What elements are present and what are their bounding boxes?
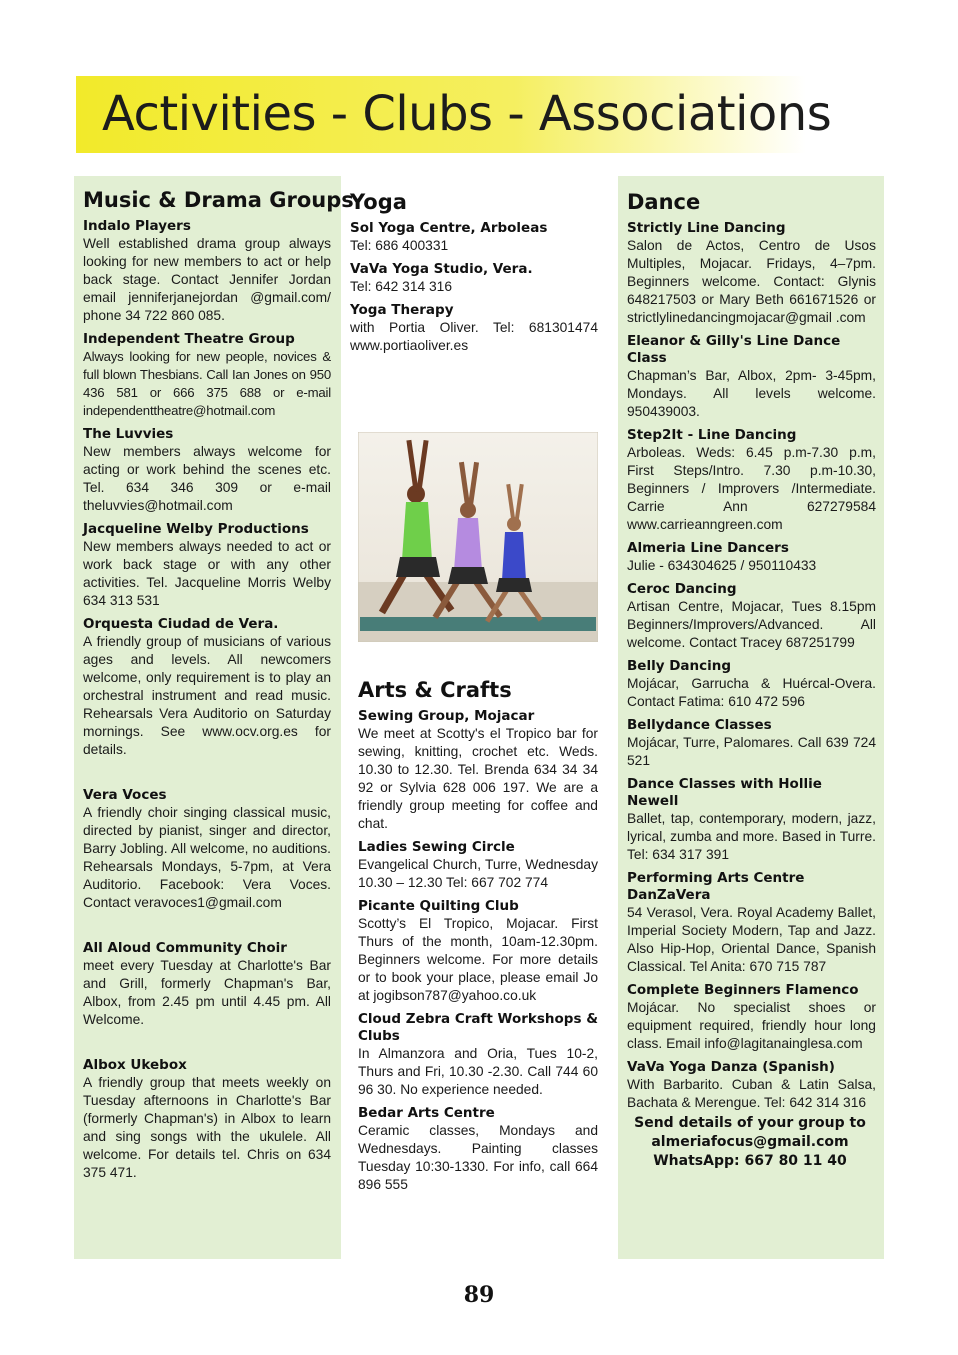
entry-desc: Evangelical Church, Turre, Wednesday 10.30 – 12.30 Tel: 667 702 774 xyxy=(358,857,598,890)
page-number: 89 xyxy=(463,1282,495,1308)
list-item xyxy=(83,787,331,912)
entry-name: Picante Quilting Club xyxy=(358,898,519,914)
entry-name: Almeria Line Dancers xyxy=(627,540,789,556)
entry-desc: Arboleas. Weds: 6.45 p.m-7.30 p.m, First Steps/Intro. 7.30 p.m-10.30, Beginners / Improvers /Intermediate. Carrie Ann 627279584 www.carrieanngreen.com xyxy=(627,445,876,532)
list-item xyxy=(350,220,598,255)
entry-desc: New members always needed to act or work back stage or with any other activities. Tel. Jacqueline Morris Welby 634 313 531 xyxy=(83,539,331,608)
entry-desc: With Barbarito. Cuban & Latin Salsa, Bachata & Merengue. Tel: 642 314 316 xyxy=(627,1077,876,1110)
entry-desc: Mojácar. No specialist shoes or equipment required, friendly hour long class. Email info@lagitanainglesa.com xyxy=(627,1000,876,1051)
list-item xyxy=(358,839,598,892)
music-drama-column xyxy=(74,176,354,1259)
list-item xyxy=(83,426,331,515)
contact-line: Send details of your group to xyxy=(634,1115,866,1131)
entry-name: The Luvvies xyxy=(83,426,174,442)
entry-desc: New members always welcome for acting or work behind the scenes etc. Tel. 634 346 309 or e-mail theluvvies@hotmail.com xyxy=(83,444,331,513)
entry-name: Vera Voces xyxy=(83,787,167,803)
entry-name: Indalo Players xyxy=(83,218,191,234)
contact-whatsapp: WhatsApp: 667 80 11 40 xyxy=(653,1153,847,1169)
list-item xyxy=(358,898,598,1005)
list-item xyxy=(627,982,876,1053)
entry-desc: A friendly choir singing classical music, directed by pianist, singer and director, Barry Jobling. All welcome, no auditions. Rehearsals Mondays, 5-7pm, at Vera Auditorio. Facebook: Vera Voces. Contact veravoces1@gmail.com xyxy=(83,805,331,910)
entry-name: Performing Arts Centre DanZaVera xyxy=(627,870,805,903)
entry-desc: Well established drama group always looking for new members to act or help back stage. Contact Jennifer Jordan email jenniferjanejordan @gmail.com/ phone 34 722 860 085. xyxy=(83,236,331,323)
list-item xyxy=(627,581,876,652)
list-item xyxy=(83,616,331,759)
list-item xyxy=(627,658,876,711)
list-item xyxy=(627,1059,876,1112)
list-item xyxy=(627,776,876,864)
entry-desc: In Almanzora and Oria, Tues 10-2, Thurs and Fri, 10.30 -2.30. Call 744 60 96 30. No experience needed. xyxy=(358,1046,598,1097)
entry-name: Bedar Arts Centre xyxy=(358,1105,495,1121)
list-item xyxy=(83,521,331,610)
entry-name: All Aloud Community Choir xyxy=(83,940,287,956)
list-item xyxy=(627,427,876,534)
entry-name: Ceroc Dancing xyxy=(627,581,737,597)
list-item xyxy=(627,333,876,421)
entry-desc: with Portia Oliver. Tel: 681301474 www.portiaoliver.es xyxy=(350,320,598,353)
list-item xyxy=(358,1105,598,1194)
entry-name: Orquesta Ciudad de Vera. xyxy=(83,616,279,632)
yoga-arts-column xyxy=(344,176,604,1259)
entry-desc: meet every Tuesday at Charlotte's Bar and Grill, formerly Chapman's Bar, Albox, from 2.45 pm until 4.45 pm. All Welcome. xyxy=(83,958,331,1027)
entry-name: Cloud Zebra Craft Workshops & Clubs xyxy=(358,1011,598,1044)
list-item xyxy=(358,1011,598,1099)
entry-desc: Always looking for new people, novices & full blown Thesbians. Call Ian Jones on 950 436 581 or 666 375 688 or e-mail independenttheatre@hotmail.com xyxy=(83,349,331,418)
entry-desc: Salon de Actos, Centro de Usos Multiples, Mojacar. Fridays, 4–7pm. Beginners welcome. Contact: Glynis 648217503 or Mary Beth 661671526 or strictlylinedancingmojacar@gmail .com xyxy=(627,238,876,325)
list-item xyxy=(83,1057,331,1182)
yoga-illustration xyxy=(358,432,598,642)
entry-desc: Artisan Centre, Mojacar, Tues 8.15pm Beginners/Improvers/Advanced. All welcome. Contact Tracey 687251799 xyxy=(627,599,876,650)
list-item xyxy=(627,717,876,770)
entry-name: Independent Theatre Group xyxy=(83,331,295,347)
entry-name: Albox Ukebox xyxy=(83,1057,187,1073)
entry-desc: A friendly group that meets weekly on Tuesday afternoons in Charlotte's Bar (formerly Chapman's) in Albox to learn and sing songs with the ukulele. All welcome. For details tel. Chris on 634 375 471. xyxy=(83,1075,331,1180)
title-banner xyxy=(76,76,832,153)
list-item xyxy=(627,540,876,575)
section-title-dance: Dance xyxy=(627,190,701,214)
page-title: Activities - Clubs - Associations xyxy=(102,86,832,142)
submission-contact xyxy=(626,1114,874,1171)
entry-desc: Mojácar, Turre, Palomares. Call 639 724 521 xyxy=(627,735,876,768)
list-item xyxy=(350,302,598,355)
section-title-music-drama: Music & Drama Groups xyxy=(83,188,354,212)
list-item xyxy=(83,331,331,420)
entry-name: Sol Yoga Centre, Arboleas xyxy=(350,220,548,236)
yoga-class-photo xyxy=(358,432,598,642)
section-title-arts-crafts: Arts & Crafts xyxy=(358,678,512,702)
entry-desc: We meet at Scotty's el Tropico bar for sewing, knitting, crochet etc. Weds. 10.30 to 12.30. Tel. Brenda 634 34 34 92 or Sylvia 628 006 197. We are a friendly group meeting for coffee and chat. xyxy=(358,726,598,831)
entry-desc: Mojácar, Garrucha & Huércal-Overa. Contact Fatima: 610 472 596 xyxy=(627,676,876,709)
list-item xyxy=(627,220,876,327)
entry-name: Ladies Sewing Circle xyxy=(358,839,515,855)
entry-desc: Chapman’s Bar, Albox, 2pm- 3-45pm, Mondays. All levels welcome. 950439003. xyxy=(627,368,876,419)
list-item xyxy=(350,261,598,296)
entry-name: Step2It - Line Dancing xyxy=(627,427,797,443)
list-item xyxy=(83,940,331,1029)
entry-name: Sewing Group, Mojacar xyxy=(358,708,535,724)
list-item xyxy=(358,708,598,833)
dance-column xyxy=(618,176,884,1259)
entry-name: Bellydance Classes xyxy=(627,717,772,733)
entry-desc: Tel: 686 400331 xyxy=(350,238,449,253)
entry-desc: 54 Verasol, Vera. Royal Academy Ballet, Imperial Society Modern, Tap and Jazz. Also Hip-Hop, Oriental Dance, Spanish Classical. Tel Anita: 670 715 787 xyxy=(627,905,876,974)
entry-name: Belly Dancing xyxy=(627,658,732,674)
section-title-yoga: Yoga xyxy=(350,190,407,214)
entry-desc: Scotty’s El Tropico, Mojacar. First Thurs of the month, 10am-12.30pm. Beginners welcome. For more details or to book your place, please email Jo at jogibson787@yahoo.co.uk xyxy=(358,916,598,1003)
list-item xyxy=(83,218,331,325)
entry-desc: Ceramic classes, Mondays and Wednesdays. Painting classes Tuesday 10:30-1330. For info, call 664 896 555 xyxy=(358,1123,598,1192)
entry-name: VaVa Yoga Danza (Spanish) xyxy=(627,1059,835,1075)
entry-desc: A friendly group of musicians of various ages and levels. All newcomers welcome, only requirement is to play an orchestral instrument and read music. Rehearsals Vera Auditorio on Saturday mornings. See www.ocv.org.es for details. xyxy=(83,634,331,757)
entry-name: Jacqueline Welby Productions xyxy=(83,521,309,537)
entry-name: Dance Classes with Hollie Newell xyxy=(627,776,822,809)
entry-name: VaVa Yoga Studio, Vera. xyxy=(350,261,533,277)
entry-name: Eleanor & Gilly's Line Dance Class xyxy=(627,333,841,366)
entry-name: Complete Beginners Flamenco xyxy=(627,982,859,998)
list-item xyxy=(627,870,876,976)
entry-desc: Julie - 634304625 / 950110433 xyxy=(627,558,817,573)
entry-name: Strictly Line Dancing xyxy=(627,220,786,236)
entry-desc: Tel: 642 314 316 xyxy=(350,279,453,294)
contact-email: almeriafocus@gmail.com xyxy=(651,1134,849,1150)
entry-desc: Ballet, tap, contemporary, modern, jazz, lyrical, zumba and more. Based in Turre. Tel: 634 317 391 xyxy=(627,811,876,862)
entry-name: Yoga Therapy xyxy=(350,302,454,318)
